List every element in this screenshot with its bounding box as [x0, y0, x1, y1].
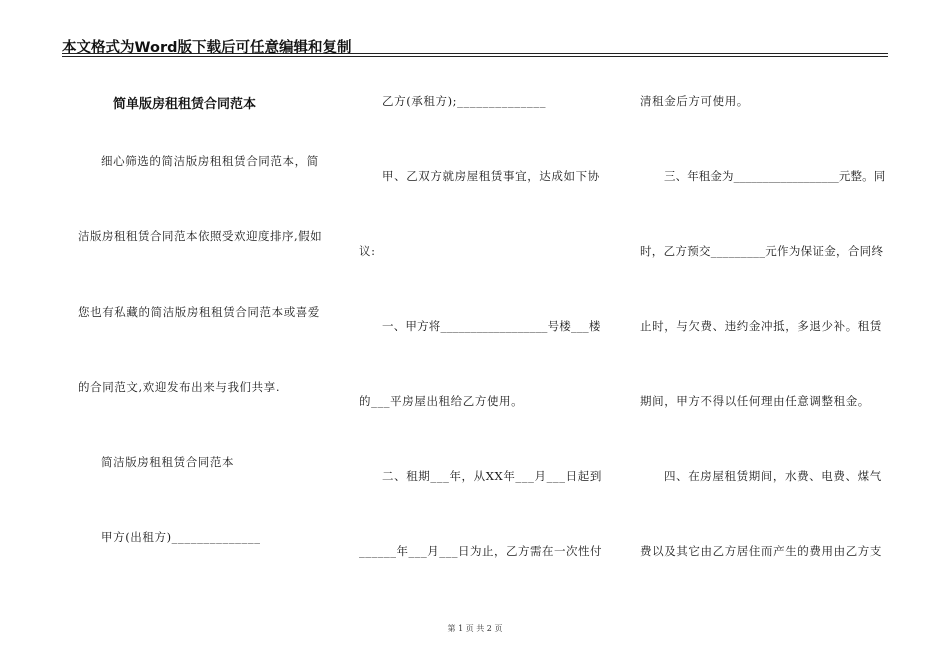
- body-line: 止时，与欠费、违约金冲抵，多退少补。租赁: [640, 319, 882, 333]
- body-line: 二、租期___年，从XX年___月___日起到: [382, 469, 602, 483]
- body-line: 清租金后方可使用。: [640, 94, 749, 108]
- header-rule-thin: [62, 53, 888, 54]
- header-rule-thick: [62, 56, 888, 57]
- body-line: 四、在房屋租赁期间，水费、电费、煤气: [664, 469, 882, 483]
- body-line: 时，乙方预交_________元作为保证金，合同终: [640, 244, 884, 258]
- body-line: 三、年租金为__________________元整。同: [664, 169, 886, 183]
- document-header: 本文格式为Word版下载后可任意编辑和复制: [62, 40, 352, 56]
- page-number: 第 1 页 共 2 页: [447, 624, 503, 633]
- body-line: 的___平房屋出租给乙方使用。: [359, 394, 524, 408]
- body-line: 甲方(出租方)______________: [101, 530, 261, 544]
- body-line: 乙方(承租方);______________: [382, 94, 547, 108]
- body-line: 一、甲方将__________________号楼___楼: [382, 319, 601, 333]
- body-line: 细心筛选的简洁版房租租赁合同范本，简: [101, 154, 319, 168]
- document-title: 简单版房租租赁合同范本: [113, 97, 257, 112]
- body-line: ______年___月___日为止，乙方需在一次性付: [359, 544, 602, 558]
- body-line: 洁版房租租赁合同范本依照受欢迎度排序,假如: [78, 229, 323, 243]
- section-heading: 简洁版房租租赁合同范本: [101, 455, 235, 469]
- body-line: 的合同范文,欢迎发布出来与我们共享.: [78, 380, 281, 394]
- body-line: 甲、乙双方就房屋租赁事宜，达成如下协: [382, 169, 600, 183]
- body-line: 您也有私藏的简洁版房租租赁合同范本或喜爱: [78, 305, 320, 319]
- body-line: 费以及其它由乙方居住而产生的费用由乙方支: [640, 544, 882, 558]
- body-line: 议:: [359, 244, 376, 258]
- body-line: 期间，甲方不得以任何理由任意调整租金。: [640, 394, 870, 408]
